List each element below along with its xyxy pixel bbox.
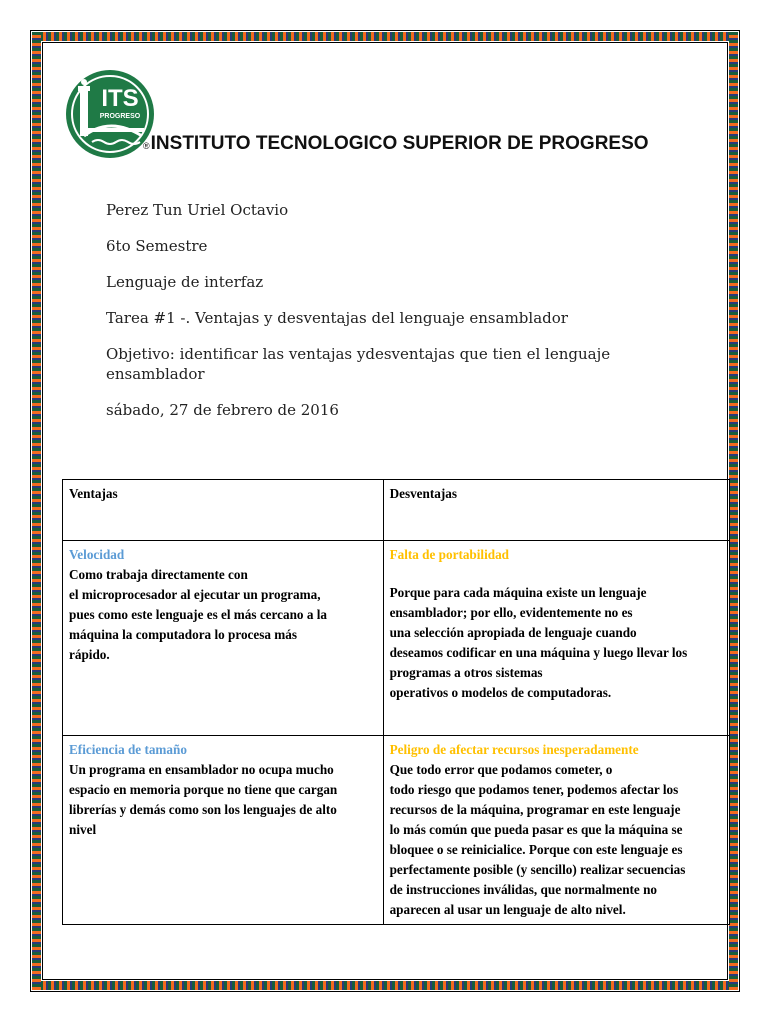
disadvantage-line: recursos de la máquina, programar en este lenguaje: [389, 802, 681, 817]
header-advantages: Ventajas: [63, 480, 384, 541]
disadvantage-line: bloquee o se reinicialice. Porque con este lenguaje es: [389, 842, 683, 857]
semester: 6to Semestre: [106, 237, 208, 255]
comparison-table: [62, 479, 730, 925]
objective: Objetivo: identificar las ventajas ydesventajas que tien el lenguaje ensamblador: [106, 345, 611, 383]
disadvantage-line: de instrucciones inválidas, que normalmente no: [389, 882, 658, 897]
disadvantage-line: lo más común que pueda pasar es que la máquina se: [389, 822, 683, 837]
disadvantage-line: perfectamente posible (y sencillo) realizar secuencias: [389, 862, 686, 877]
disadvantage-line: deseamos codificar en una máquina y luego llevar los: [389, 645, 688, 660]
header-disadvantages: Desventajas: [383, 480, 729, 541]
disadvantage-line: ensamblador; por ello, evidentemente no es: [389, 605, 633, 620]
advantage-cell: [63, 736, 384, 925]
disadvantage-line: aparecen al usar un lenguaje de alto nivel.: [389, 902, 626, 917]
table-row: [63, 541, 730, 736]
advantage-title: Velocidad: [69, 547, 125, 562]
advantage-line: nivel: [69, 822, 97, 837]
logo-text: ITS: [101, 85, 139, 112]
advantage-line: Un programa en ensamblador no ocupa mucho: [69, 762, 334, 777]
advantage-line: librerías y demás como son los lenguajes de alto: [69, 802, 337, 817]
advantage-line: rápido.: [69, 647, 110, 662]
school-name-text: INSTITUTO TECNOLOGICO SUPERIOR DE PROGRESO: [150, 133, 649, 154]
disadvantage-cell: [383, 736, 729, 925]
disadvantage-title: Peligro de afectar recursos inesperadamente: [389, 742, 639, 757]
date: sábado, 27 de febrero de 2016: [106, 401, 339, 419]
disadvantage-cell: [383, 541, 729, 736]
advantage-line: pues como este lenguaje es el más cercano a la: [69, 607, 327, 622]
disadvantage-line: Que todo error que podamos cometer, o: [389, 762, 613, 777]
advantage-title: Eficiencia de tamaño: [69, 742, 187, 757]
advantage-line: el microprocesador al ejecutar un programa,: [69, 587, 321, 602]
disadvantage-line: programas a otros sistemas: [389, 665, 543, 680]
table-row: [63, 736, 730, 925]
advantage-line: Como trabaja directamente con: [69, 567, 248, 582]
assignment-info: [106, 200, 666, 436]
task-title: Tarea #1 -. Ventajas y desventajas del lenguaje ensamblador: [106, 309, 568, 327]
school-name: [143, 133, 649, 155]
registered-mark: ®: [143, 141, 150, 151]
disadvantage-title: Falta de portabilidad: [389, 547, 510, 562]
advantage-cell: [63, 541, 384, 736]
course-name: Lenguaje de interfaz: [106, 273, 264, 291]
student-name: Perez Tun Uriel Octavio: [106, 201, 289, 219]
advantage-line: espacio en memoria porque no tiene que cargan: [69, 782, 338, 797]
logo-subtext: PROGRESO: [99, 113, 141, 120]
disadvantage-line: Porque para cada máquina existe un lenguaje: [389, 585, 647, 600]
table-header-row: [63, 480, 730, 541]
disadvantage-line: operativos o modelos de computadoras.: [389, 685, 612, 700]
disadvantage-line: una selección apropiada de lenguaje cuando: [389, 625, 637, 640]
advantage-line: máquina la computadora lo procesa más: [69, 627, 297, 642]
disadvantage-line: todo riesgo que podamos tener, podemos afectar los: [389, 782, 679, 797]
